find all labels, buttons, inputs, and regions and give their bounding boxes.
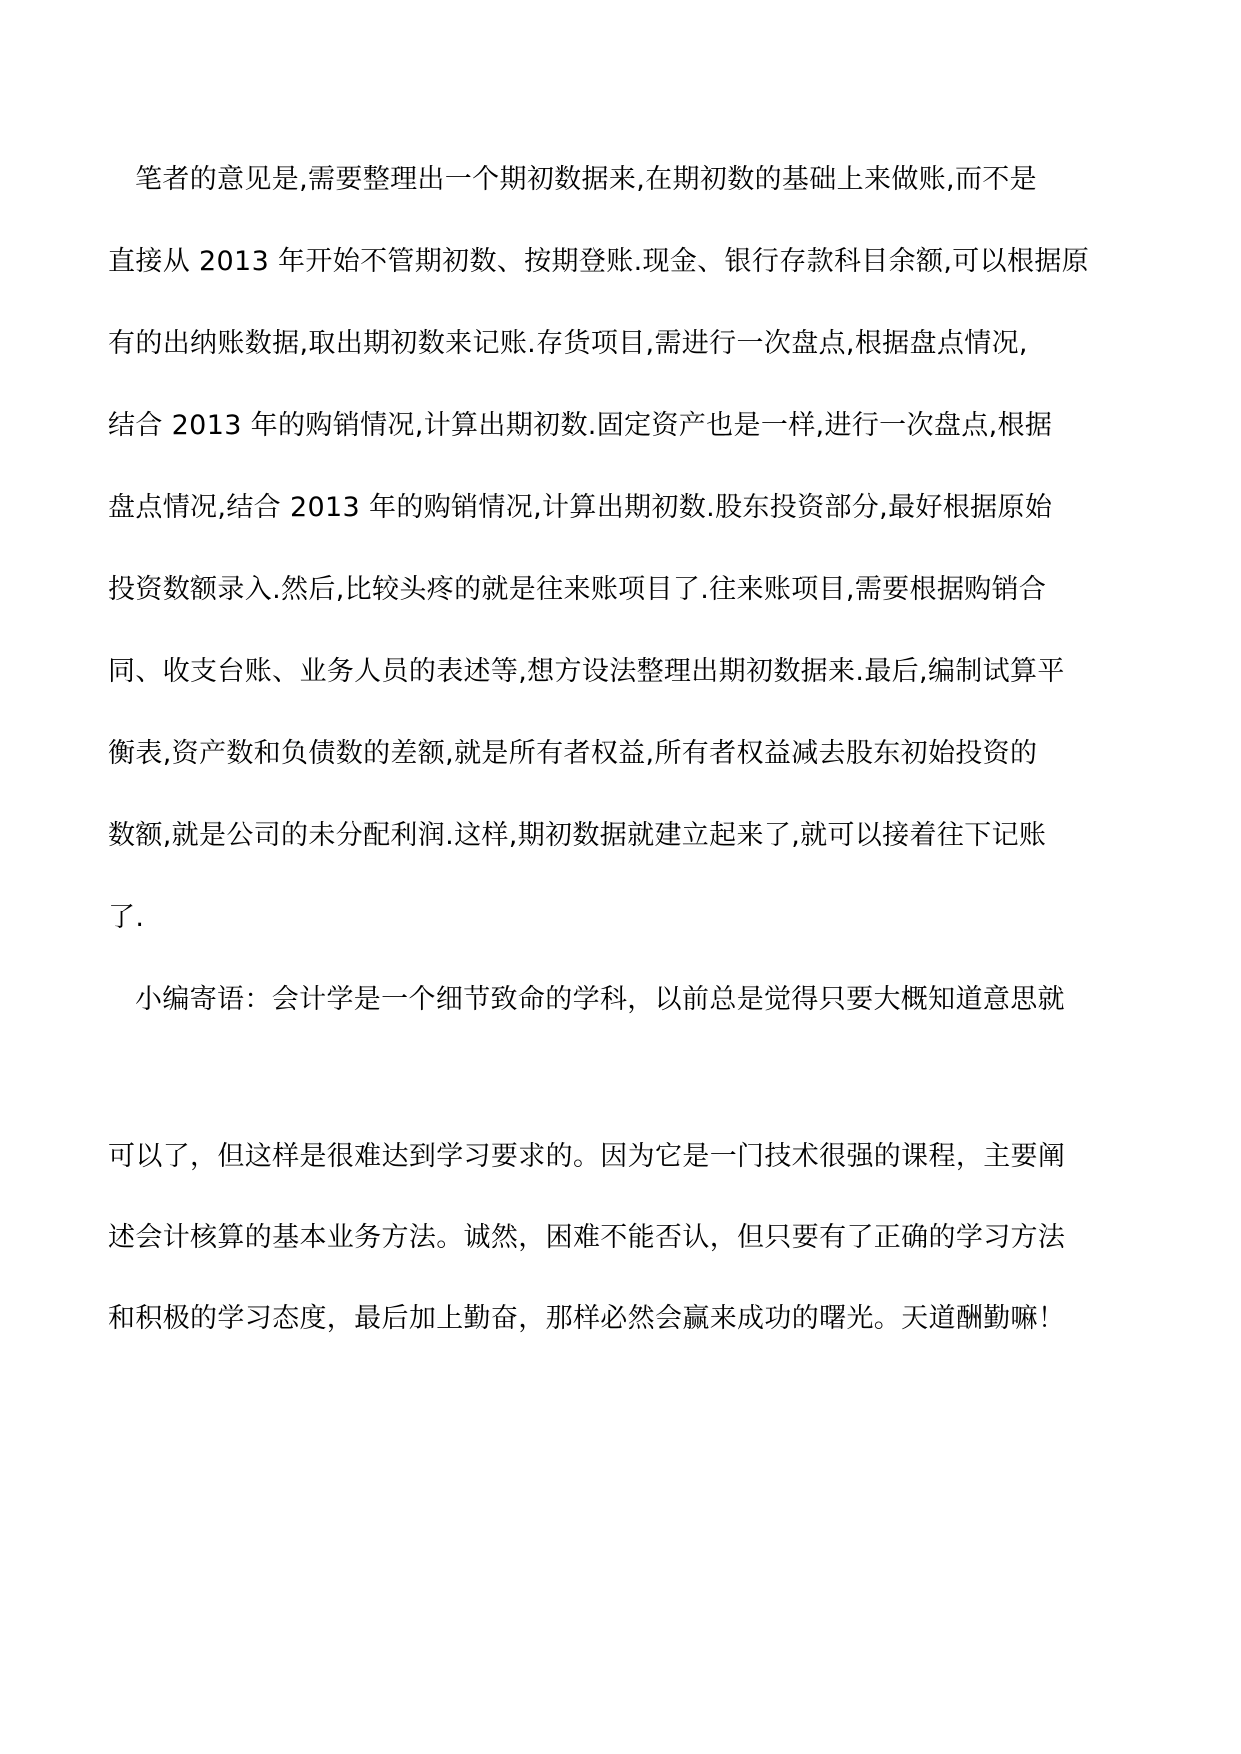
paragraph-line: 盘点情况,结合 2013 年的购销情况,计算出期初数.股东投资部分,最好根据原始 xyxy=(108,492,1053,523)
paragraph-line: 小编寄语：会计学是一个细节致命的学科，以前总是觉得只要大概知道意思就 xyxy=(135,984,1065,1015)
paragraph-line: 同、收支台账、业务人员的表述等,想方设法整理出期初数据来.最后,编制试算平 xyxy=(108,656,1065,687)
paragraph-line: 结合 2013 年的购销情况,计算出期初数.固定资产也是一样,进行一次盘点,根据 xyxy=(108,410,1053,441)
paragraph-line: 数额,就是公司的未分配利润.这样,期初数据就建立起来了,就可以接着往下记账 xyxy=(108,820,1047,851)
paragraph-line: 和积极的学习态度，最后加上勤奋，那样必然会赢来成功的曙光。天道酬勤嘛！ xyxy=(108,1303,1066,1334)
paragraph-line: 有的出纳账数据,取出期初数来记账.存货项目,需进行一次盘点,根据盘点情况, xyxy=(108,328,1028,359)
paragraph-line: 直接从 2013 年开始不管期初数、按期登账.现金、银行存款科目余额,可以根据原 xyxy=(108,246,1090,277)
paragraph-line: 了. xyxy=(108,902,145,933)
paragraph-line: 述会计核算的基本业务方法。诚然，困难不能否认，但只要有了正确的学习方法 xyxy=(108,1222,1066,1253)
paragraph-line: 可以了，但这样是很难达到学习要求的。因为它是一门技术很强的课程，主要阐 xyxy=(108,1141,1066,1172)
paragraph-line: 衡表,资产数和负债数的差额,就是所有者权益,所有者权益减去股东初始投资的 xyxy=(108,738,1038,769)
paragraph-line: 投资数额录入.然后,比较头疼的就是往来账项目了.往来账项目,需要根据购销合 xyxy=(108,574,1047,605)
paragraph-line: 笔者的意见是,需要整理出一个期初数据来,在期初数的基础上来做账,而不是 xyxy=(135,164,1037,195)
